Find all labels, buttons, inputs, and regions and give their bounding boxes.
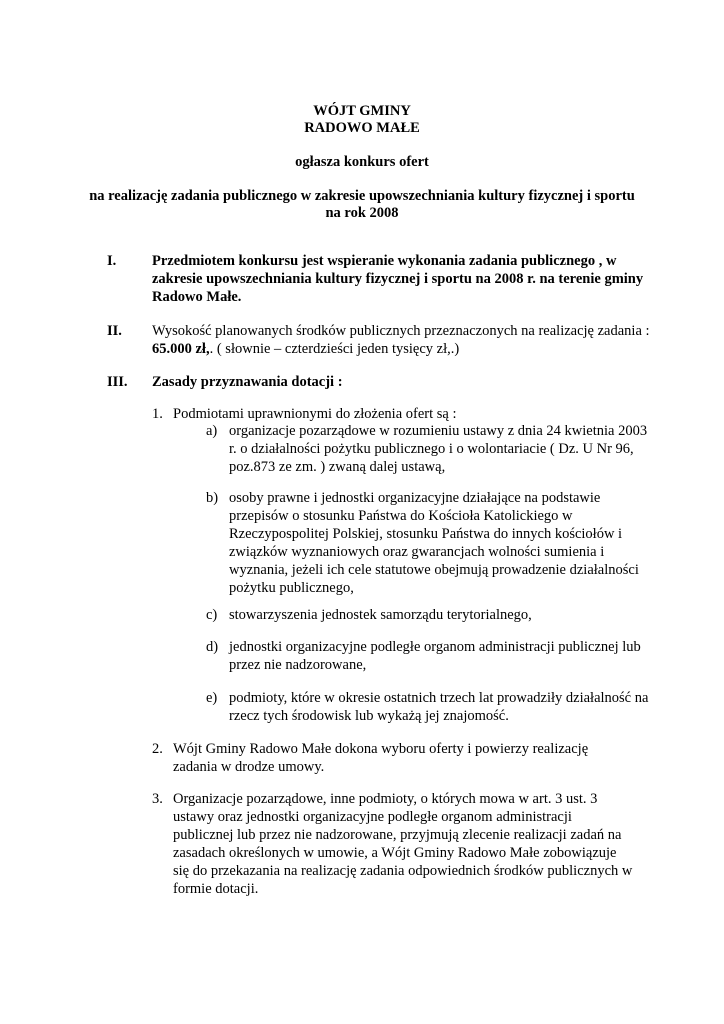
header-title-line2: RADOWO MAŁE	[304, 120, 420, 136]
subitem-a-text: organizacje pozarządowe w rozumieniu ustawy z dnia 24 kwietnia 2003 r. o działalności pożytku publicznego i o wolontariacie ( Dz. U Nr 96, poz.873 ze zm. ) zwaną dalej ustawą,	[229, 423, 648, 475]
subitem-b-letter: b)	[206, 490, 219, 506]
section-1-text: Przedmiotem konkursu jest wspieranie wykonania zadania publicznego , w zakresie upowszechniania kultury fizycznej i sportu na 2008 r. na terenie gminy Radowo Małe.	[152, 253, 644, 305]
section-2-amount: 65.000 zł,	[152, 341, 210, 357]
item-1-text: Podmiotami uprawnionymi do złożenia ofert są :	[173, 406, 457, 422]
subitem-d-text: jednostki organizacyjne podległe organom administracji publicznej lub przez nie nadzorowane,	[229, 639, 641, 673]
item-2-text: Wójt Gminy Radowo Małe dokona wyboru oferty i powierzy realizację zadania w drodze umowy.	[173, 741, 589, 775]
subitem-d-letter: d)	[206, 639, 219, 655]
section-2-text-after: . ( słownie – czterdzieści jeden tysięcy zł,.)	[209, 341, 460, 357]
header-announcement: ogłasza konkurs ofert	[295, 154, 429, 170]
item-3-text: Organizacje pozarządowe, inne podmioty, o których mowa w art. 3 ust. 3 ustawy oraz jednostki organizacyjne podległe organom administracji publicznej lub przez nie nadzorowane, przyjmują zlecenie realizacji zadań na zasadach określonych w umowie, a Wójt Gminy Radowo Małe zobowiązuje się do przekazania na realizację zadania odpowiednich środków publicznych w formie dotacji.	[173, 791, 633, 897]
subitem-e-text: podmioty, które w okresie ostatnich trzech lat prowadziły działalność na rzecz tych środowisk lub wykażą jej znajomość.	[229, 690, 649, 724]
header-title-line1: WÓJT GMINY	[313, 103, 411, 119]
subitem-c-text: stowarzyszenia jednostek samorządu terytorialnego,	[229, 607, 532, 623]
section-3-number: III.	[107, 374, 128, 390]
section-2-text-before: Wysokość planowanych środków publicznych przeznaczonych na realizację zadania :	[152, 323, 650, 339]
header-subject-line1: na realizację zadania publicznego w zakresie upowszechniania kultury fizycznej i sportu	[89, 188, 635, 204]
subitem-c-letter: c)	[206, 607, 218, 623]
subitem-a-letter: a)	[206, 423, 218, 439]
subitem-e-letter: e)	[206, 690, 218, 706]
item-3-number: 3.	[152, 791, 163, 807]
section-1-number: I.	[107, 253, 117, 269]
subitem-b-text: osoby prawne i jednostki organizacyjne działające na podstawie przepisów o stosunku Państwa do Kościoła Katolickiego w Rzeczypospolitej Polskiej, stosunku Państwa do innych kościołów i związków wyznaniowych oraz gwarancjach wolności sumienia i wyznania, jeżeli ich cele statutowe obejmują prowadzenie działalności pożytku publicznego,	[229, 490, 639, 596]
section-2-number: II.	[107, 323, 122, 339]
section-2-text	[152, 322, 652, 358]
section-3-title: Zasady przyznawania dotacji :	[152, 374, 343, 390]
header-subject-line2: na rok 2008	[325, 205, 399, 221]
item-2-number: 2.	[152, 741, 163, 757]
item-1-number: 1.	[152, 406, 163, 422]
